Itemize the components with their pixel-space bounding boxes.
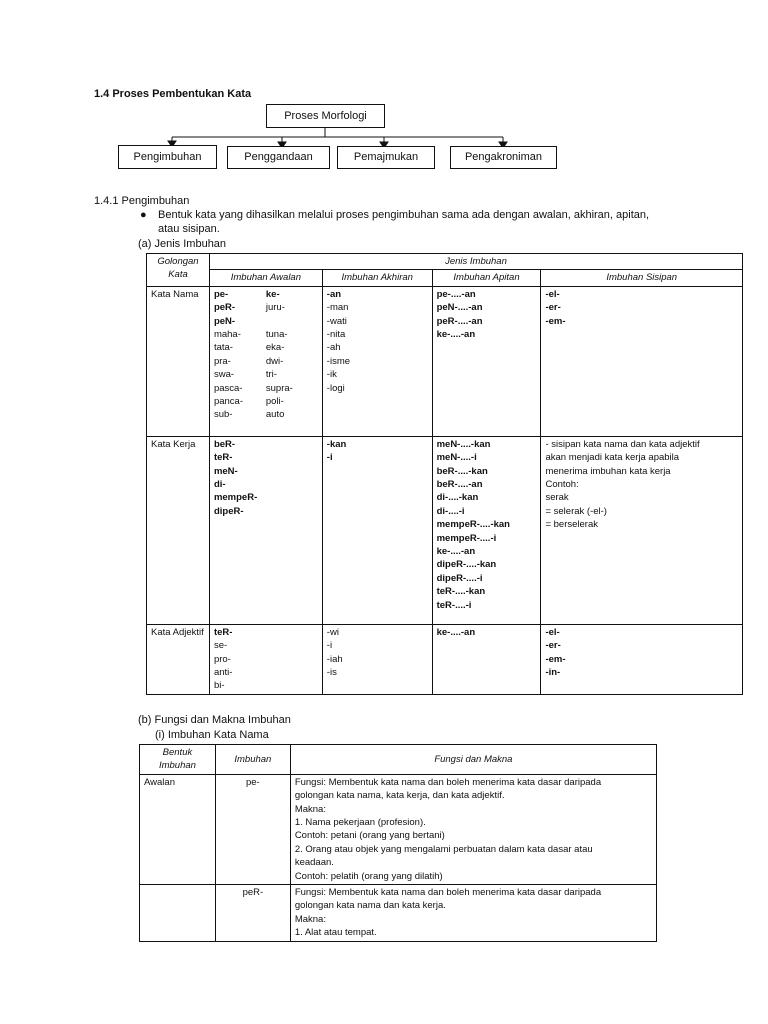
cell-line: beR-....-kan — [436, 465, 488, 477]
cell-line: serak — [545, 492, 569, 504]
cell-line: -em- — [545, 315, 566, 327]
cell-line: -er- — [545, 640, 561, 652]
label-jenis-imbuhan: (a) Jenis Imbuhan — [138, 238, 227, 250]
cell-line: -em- — [545, 653, 566, 665]
cell-line: mempeR-....-i — [436, 532, 497, 544]
header-golongan: Golongan Kata — [147, 254, 210, 287]
cell-line: -iah — [326, 653, 343, 665]
header-apitan: Imbuhan Apitan — [432, 270, 541, 286]
header-awalan: Imbuhan Awalan — [209, 270, 322, 286]
table-header-row — [140, 745, 657, 775]
cell-line: -man — [326, 302, 349, 314]
cell-line: -el- — [545, 626, 560, 638]
cell-line: -ik — [326, 369, 337, 381]
cell-line: Makna: — [294, 913, 326, 925]
cell-awalan — [209, 624, 322, 694]
cell-awalan — [209, 436, 322, 624]
cell-line: juru- — [265, 302, 285, 314]
cell-line: eka- — [265, 342, 285, 354]
cell-line: -er- — [545, 302, 561, 314]
cell-line: 1. Alat atau tempat. — [294, 927, 377, 939]
subsection-title: 1.4.1 Pengimbuhan — [94, 195, 190, 207]
header-imbuhan: Imbuhan — [215, 745, 290, 775]
cell-line: 2. Orang atau objek yang mengalami perbuatan dalam kata dasar atau — [294, 843, 593, 855]
cell-line: di- — [213, 479, 226, 491]
cell-line: pra- — [213, 355, 231, 367]
cell-bentuk — [140, 885, 216, 942]
cell-line: se- — [213, 640, 228, 652]
jenis-imbuhan-table — [146, 253, 743, 695]
cell-fungsi-makna — [290, 774, 656, 884]
cell-line: sub- — [213, 409, 233, 421]
diagram-child-box — [227, 146, 330, 169]
cell-line: -ah — [326, 342, 341, 354]
cell-line: meN-....-kan — [436, 438, 491, 450]
cell-line — [266, 315, 318, 328]
diagram-child-label: Pengakroniman — [464, 151, 543, 163]
table-row — [147, 624, 743, 694]
cell-line: mempeR- — [213, 492, 258, 504]
cell-line: = berselerak — [545, 519, 598, 531]
cell-line: teR-....-kan — [436, 586, 486, 598]
cell-apitan — [432, 436, 541, 624]
awalan-col-a — [214, 288, 266, 422]
cell-line: anti- — [213, 667, 233, 679]
cell-line: -in- — [545, 667, 561, 679]
cell-line: maha- — [213, 329, 241, 341]
cell-line: -kan — [326, 438, 347, 450]
cell-akhiran — [322, 436, 432, 624]
label-imbuhan-kata-nama: (i) Imbuhan Kata Nama — [155, 729, 269, 741]
cell-line: di-....-kan — [436, 492, 479, 504]
cell-line: 1. Nama pekerjaan (profesion). — [294, 817, 426, 829]
cell-line: auto — [265, 409, 285, 421]
bullet-dot-icon: ● — [140, 209, 147, 221]
cell-line: dipeR-....-kan — [436, 559, 497, 571]
cell-line: golongan kata nama dan kata kerja. — [294, 900, 446, 912]
diagram-child-label: Pemajmukan — [353, 151, 419, 163]
cell-bentuk: Awalan — [140, 774, 216, 884]
cell-line: teR-....-i — [436, 599, 472, 611]
cell-line: pasca- — [213, 382, 243, 394]
table-row — [147, 436, 743, 624]
cell-line: meN- — [213, 465, 238, 477]
cell-line: dwi- — [265, 355, 284, 367]
diagram-connectors — [0, 0, 768, 200]
cell-line: menerima imbuhan kata kerja — [545, 465, 671, 477]
cell-line: peR- — [213, 302, 236, 314]
cell-line: -wati — [326, 315, 347, 327]
awalan-col-b — [266, 288, 318, 422]
diagram-child-box — [450, 146, 557, 169]
bullet-item — [140, 208, 660, 236]
header-bentuk-imbuhan: Bentuk Imbuhan — [140, 745, 216, 775]
table-row — [147, 286, 743, 436]
diagram-root-label: Proses Morfologi — [284, 110, 367, 122]
cell-line: peN-....-an — [436, 302, 483, 314]
cell-line: ke-....-an — [436, 329, 476, 341]
cell-akhiran — [322, 624, 432, 694]
cell-line: peR-....-an — [436, 315, 483, 327]
fungsi-makna-table — [139, 744, 657, 942]
cell-line: - sisipan kata nama dan kata adjektif — [545, 438, 700, 450]
cell-line: di-....-i — [436, 505, 465, 517]
cell-line: Fungsi: Membentuk kata nama dan boleh menerima kata dasar daripada — [294, 776, 602, 788]
cell-line: tri- — [265, 369, 277, 381]
cell-line: panca- — [213, 396, 244, 408]
diagram-child-box — [337, 146, 435, 169]
cell-line: -isme — [326, 355, 351, 367]
cell-line: teR- — [213, 626, 233, 638]
cell-line: ke- — [265, 288, 280, 300]
table-header-row — [147, 254, 743, 270]
cell-line: dipeR-....-i — [436, 572, 483, 584]
cell-line: -i — [326, 640, 333, 652]
cell-line: pe-....-an — [436, 288, 476, 300]
cell-line: -is — [326, 667, 337, 679]
cell-line: keadaan. — [294, 857, 334, 869]
cell-sisipan — [541, 624, 743, 694]
diagram-root-box — [266, 104, 385, 128]
cell-line: Contoh: pelatih (orang yang dilatih) — [294, 870, 443, 882]
cell-line: mempeR-....-kan — [436, 519, 510, 531]
cell-line: Makna: — [294, 803, 326, 815]
cell-line: supra- — [265, 382, 293, 394]
table-row — [140, 885, 657, 942]
cell-line: meN-....-i — [436, 452, 477, 464]
cell-line: ke-....-an — [436, 546, 476, 558]
cell-line: dipeR- — [213, 505, 244, 517]
header-sisipan: Imbuhan Sisipan — [541, 270, 743, 286]
cell-line: tata- — [213, 342, 233, 354]
cell-line: bi- — [213, 680, 225, 692]
cell-line: -an — [326, 288, 342, 300]
cell-apitan — [432, 286, 541, 436]
diagram-child-label: Pengimbuhan — [133, 151, 202, 163]
cell-line: teR- — [213, 452, 233, 464]
header-fungsi-makna: Fungsi dan Makna — [290, 745, 656, 775]
cell-line: pe- — [213, 288, 229, 300]
diagram-child-label: Penggandaan — [244, 151, 313, 163]
cell-golongan: Kata Nama — [147, 286, 210, 436]
diagram-child-box — [118, 145, 217, 169]
cell-line: Fungsi: Membentuk kata nama dan boleh menerima kata dasar daripada — [294, 887, 602, 899]
cell-sisipan — [541, 286, 743, 436]
cell-line: = selerak (-el-) — [545, 505, 607, 517]
cell-line: Contoh: — [545, 479, 579, 491]
section-title: 1.4 Proses Pembentukan Kata — [94, 88, 252, 100]
cell-line: beR-....-an — [436, 479, 483, 491]
cell-apitan — [432, 624, 541, 694]
bullet-text: Bentuk kata yang dihasilkan melalui proses pengimbuhan sama ada dengan awalan, akhiran, apitan, atau sisipan. — [158, 209, 650, 235]
cell-golongan: Kata Kerja — [147, 436, 210, 624]
header-jenis: Jenis Imbuhan — [209, 254, 742, 270]
cell-line: poli- — [265, 396, 284, 408]
cell-line: beR- — [213, 438, 236, 450]
cell-line: -el- — [545, 288, 560, 300]
cell-line: akan menjadi kata kerja apabila — [545, 452, 680, 464]
cell-imbuhan: peR- — [215, 885, 290, 942]
cell-line: -nita — [326, 329, 346, 341]
cell-line: -wi — [326, 626, 339, 638]
cell-line: golongan kata nama, kata kerja, dan kata adjektif. — [294, 790, 505, 802]
cell-akhiran — [322, 286, 432, 436]
table-subheader-row — [147, 270, 743, 286]
cell-line: -logi — [326, 382, 345, 394]
cell-golongan: Kata Adjektif — [147, 624, 210, 694]
cell-line: pro- — [213, 653, 231, 665]
cell-line: -i — [326, 452, 333, 464]
cell-sisipan — [541, 436, 743, 624]
cell-line: ke-....-an — [436, 626, 476, 638]
cell-line: tuna- — [265, 329, 288, 341]
cell-imbuhan: pe- — [215, 774, 290, 884]
cell-awalan — [209, 286, 322, 436]
cell-line: swa- — [213, 369, 235, 381]
label-fungsi-makna: (b) Fungsi dan Makna Imbuhan — [138, 714, 291, 726]
table-row — [140, 774, 657, 884]
header-akhiran: Imbuhan Akhiran — [322, 270, 432, 286]
cell-line: peN- — [213, 315, 236, 327]
cell-fungsi-makna — [290, 885, 656, 942]
cell-line: Contoh: petani (orang yang bertani) — [294, 830, 445, 842]
